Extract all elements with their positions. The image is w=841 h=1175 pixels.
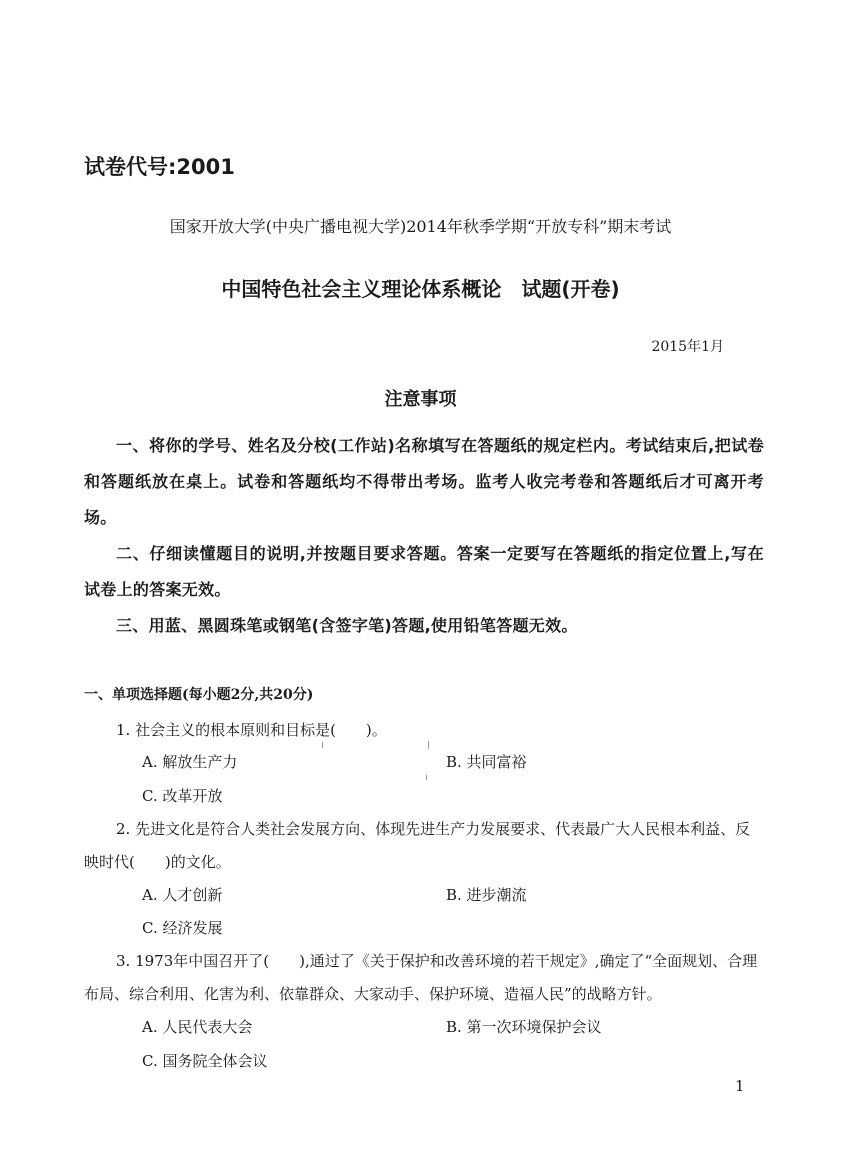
section-title: 一、单项选择题(每小题2分,共20分) xyxy=(84,687,314,703)
notice-heading: 注意事项 xyxy=(384,389,457,410)
question-2-option-c: C. 经济发展 xyxy=(142,919,223,937)
page-number: 1 xyxy=(735,1077,745,1095)
exam-date: 2015年1月 xyxy=(651,339,724,355)
question-2-option-a: A. 人才创新 xyxy=(142,886,223,904)
exam-code: 试卷代号:2001 xyxy=(84,155,235,179)
notice-item-2: 二、仔细读懂题目的说明,并按题目要求答题。答案一定要写在答题纸的指定位置上,写在试卷上的答案无效。 xyxy=(84,544,764,599)
scan-speck xyxy=(322,742,323,748)
exam-institution-line: 国家开放大学(中央广播电视大学)2014年秋季学期“开放专科”期末考试 xyxy=(169,217,672,236)
scan-speck xyxy=(428,741,429,749)
question-3-option-a: A. 人民代表大会 xyxy=(142,1018,253,1036)
notice-item-1: 一、将你的学号、姓名及分校(工作站)名称填写在答题纸的规定栏内。考试结束后,把试卷和答题纸放在桌上。试卷和答题纸均不得带出考场。监考人收完考卷和答题纸后才可离开考场。 xyxy=(84,436,764,527)
question-2-option-b: B. 进步潮流 xyxy=(446,886,527,904)
question-1-option-c: C. 改革开放 xyxy=(142,787,223,805)
notice-item-3: 三、用蓝、黑圆珠笔或钢笔(含签字笔)答题,使用铅笔答题无效。 xyxy=(116,616,578,635)
question-3-stem: 3. 1973年中国召开了( ),通过了《关于保护和改善环境的若干规定》,确定了“全面规划、合理布局、综合利用、化害为利、依靠群众、大家动手、保护环境、造福人民”的战略方针。 xyxy=(84,952,758,1003)
question-1-option-b: B. 共同富裕 xyxy=(446,753,527,771)
scan-speck xyxy=(426,775,427,780)
question-3-option-b: B. 第一次环境保护会议 xyxy=(446,1018,602,1036)
exam-title: 中国特色社会主义理论体系概论 试题(开卷) xyxy=(221,277,620,301)
question-3-option-c: C. 国务院全体会议 xyxy=(142,1052,268,1070)
question-1-option-a: A. 解放生产力 xyxy=(142,753,238,771)
question-2-stem: 2. 先进文化是符合人类社会发展方向、体现先进生产力发展要求、代表最广大人民根本利益、反映时代( )的文化。 xyxy=(84,820,751,871)
question-1-stem: 1. 社会主义的根本原则和目标是( )。 xyxy=(116,721,387,739)
